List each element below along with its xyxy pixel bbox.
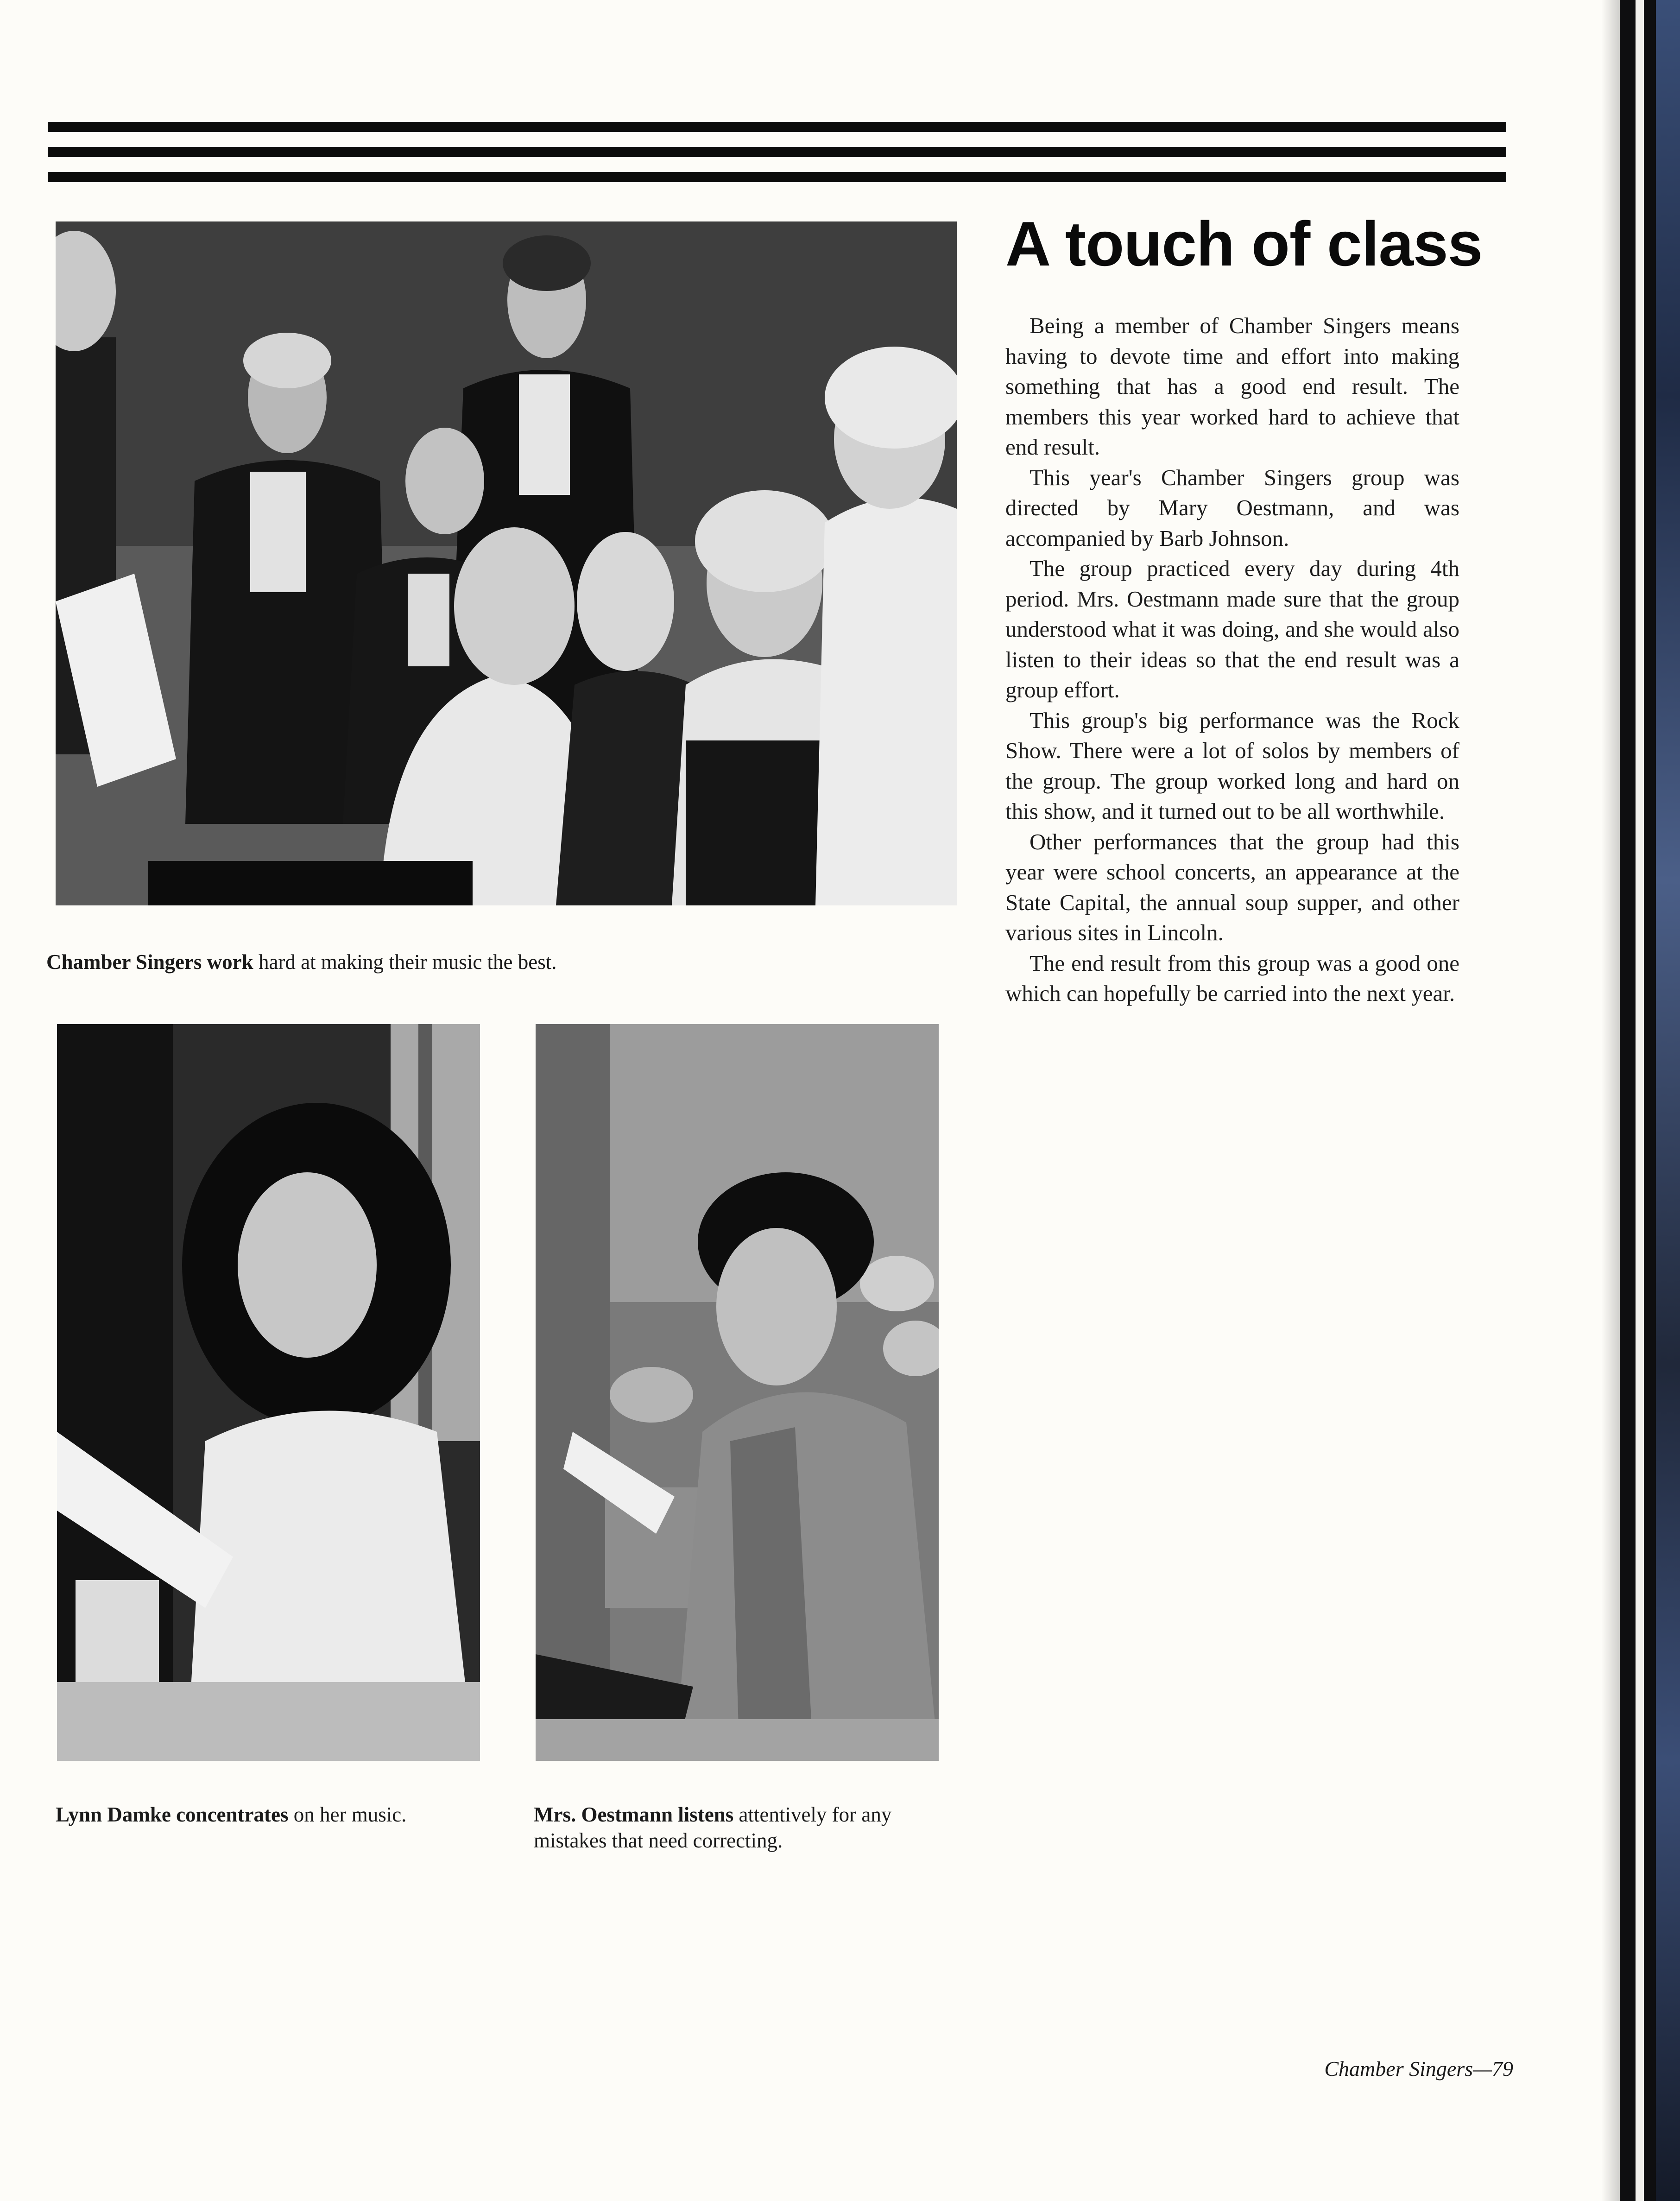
article-paragraph: This group's big performance was the Rock Show. There were a lot of solos by members of the group. The group worked long and hard on this show, and it turned out to be all worthwhile. xyxy=(1005,707,1459,824)
caption-bold: Mrs. Oestmann listens xyxy=(534,1803,734,1826)
rule-line xyxy=(48,172,1506,182)
caption-text: on her music. xyxy=(288,1803,407,1826)
triple-rule-header xyxy=(48,122,1506,197)
top-photo-caption xyxy=(46,949,954,975)
article-paragraph: This year's Chamber Singers group was directed by Mary Oestmann, and was accompanied by Barb Johnson. xyxy=(1005,464,1459,551)
book-binding-edge xyxy=(1620,0,1680,2201)
article-paragraph: Being a member of Chamber Singers means having to devote time and effort into making something that has a good end result. The members this year worked hard to achieve that end result. xyxy=(1005,313,1459,460)
caption-text: hard at making their music the best. xyxy=(253,950,557,974)
article-body xyxy=(1005,310,1459,1009)
page-folio: Chamber Singers—79 xyxy=(1324,2057,1513,2081)
lynn-damke-photo xyxy=(57,1024,480,1761)
rule-line xyxy=(48,122,1506,132)
left-photo-caption xyxy=(56,1802,491,1828)
article-paragraph: The group practiced every day during 4th period. Mrs. Oestmann made sure that the group understood what it was doing, and she would also listen to their ideas so that the end result was a group effort. xyxy=(1005,556,1459,702)
chamber-singers-photo xyxy=(56,221,957,905)
caption-text: attentively for any mistakes that need correcting. xyxy=(534,1803,892,1852)
article-paragraph: Other performances that the group had this year were school concerts, an appearance at the State Capital, the annual soup supper, and other various sites in Lincoln. xyxy=(1005,829,1459,945)
page-gutter-shadow xyxy=(1601,0,1620,2201)
caption-bold: Chamber Singers work xyxy=(46,950,253,974)
article-paragraph: The end result from this group was a good one which can hopefully be carried into the next year. xyxy=(1005,950,1459,1006)
caption-bold: Lynn Damke concentrates xyxy=(56,1803,289,1826)
right-photo-caption xyxy=(534,1802,941,1853)
mrs-oestmann-photo xyxy=(536,1024,939,1761)
page-title: A touch of class xyxy=(1005,209,1483,279)
rule-line xyxy=(48,147,1506,157)
